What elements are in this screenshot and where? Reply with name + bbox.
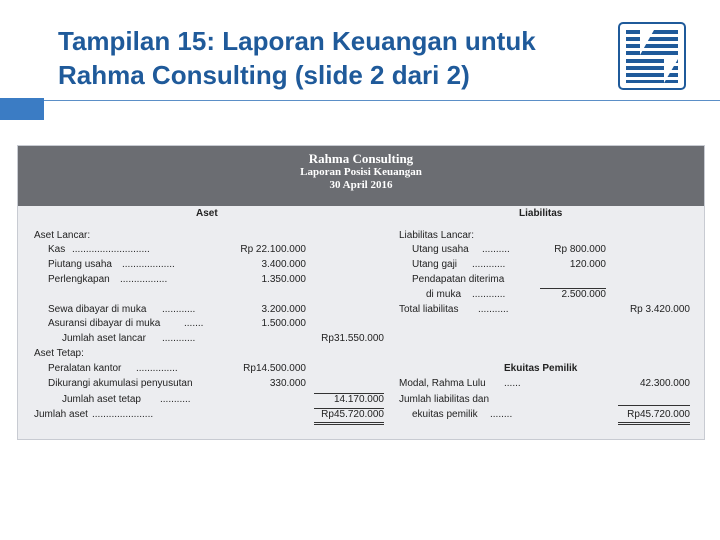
total-current-assets-dots: ............ xyxy=(162,333,196,344)
kas-label: Kas xyxy=(48,244,66,255)
akumulasi-value: 330.000 xyxy=(269,378,306,389)
total-assets-value: Rp45.720.000 xyxy=(321,409,384,420)
total-current-assets-label: Jumlah aset lancar xyxy=(62,333,146,344)
statement-header xyxy=(18,146,704,206)
total-le-label-1: Jumlah liabilitas dan xyxy=(399,394,490,405)
accent-bar xyxy=(0,98,44,120)
total-liabilities-label: Total liabilitas xyxy=(399,304,459,315)
total-assets-dots: ...................... xyxy=(92,409,154,420)
utang-usaha-label: Utang usaha xyxy=(412,244,469,255)
perlengkapan-dots: ................. xyxy=(120,274,168,285)
total-current-assets-value: Rp31.550.000 xyxy=(321,333,384,344)
asuransi-dots: ....... xyxy=(184,318,204,329)
slide-title xyxy=(58,24,618,92)
modal-label: Modal, Rahma Lulu xyxy=(399,378,486,389)
utang-usaha-value: Rp 800.000 xyxy=(554,244,606,255)
title-line-1: Tampilan 15: Laporan Keuangan untuk xyxy=(58,26,536,56)
asuransi-value: 1.500.000 xyxy=(261,318,306,329)
utang-gaji-label: Utang gaji xyxy=(412,259,458,270)
total-le-double-rule-2 xyxy=(618,424,690,425)
utang-gaji-value: 120.000 xyxy=(569,259,606,270)
statement-subtitle: Laporan Posisi Keuangan xyxy=(300,166,422,178)
total-liabilities-dots: ........... xyxy=(478,304,509,315)
utang-usaha-dots: .......... xyxy=(482,244,510,255)
kas-value: Rp 22.100.000 xyxy=(240,244,306,255)
peralatan-dots: ............... xyxy=(136,363,178,374)
balance-sheet xyxy=(17,145,705,440)
equity-header: Ekuitas Pemilik xyxy=(504,363,578,374)
pendapatan-label-2: di muka xyxy=(426,289,462,300)
utang-gaji-dots: ............ xyxy=(472,259,506,270)
sewa-dots: ............ xyxy=(162,304,196,315)
current-assets-label: Aset Lancar: xyxy=(34,230,91,241)
total-fixed-assets-label: Jumlah aset tetap xyxy=(62,394,141,405)
assets-header: Aset xyxy=(196,208,218,219)
perlengkapan-label: Perlengkapan xyxy=(48,274,110,285)
company-name: Rahma Consulting xyxy=(308,151,414,166)
title-line-2: Rahma Consulting (slide 2 dari 2) xyxy=(58,60,470,90)
total-le-rule xyxy=(618,405,690,406)
pendapatan-label-1: Pendapatan diterima xyxy=(412,274,505,285)
peralatan-label: Peralatan kantor xyxy=(48,363,122,374)
piutang-value: 3.400.000 xyxy=(261,259,306,270)
total-fixed-assets-dots: ........... xyxy=(160,394,191,405)
piutang-dots: ................... xyxy=(122,259,175,270)
fixed-assets-label: Aset Tetap: xyxy=(34,348,84,359)
total-assets-label: Jumlah aset xyxy=(34,409,88,420)
total-le-double-rule-1 xyxy=(618,422,690,423)
peralatan-value: Rp14.500.000 xyxy=(243,363,306,374)
title-divider xyxy=(0,100,720,101)
current-liabilities-label: Liabilitas Lancar: xyxy=(399,230,475,241)
kas-dots: ............................ xyxy=(72,244,150,255)
total-le-label-2: ekuitas pemilik xyxy=(412,409,478,420)
sewa-value: 3.200.000 xyxy=(261,304,306,315)
total-liabilities-value: Rp 3.420.000 xyxy=(629,304,690,315)
total-le-dots: ........ xyxy=(490,409,513,420)
modal-value: 42.300.000 xyxy=(639,378,690,389)
total-assets-double-rule-1 xyxy=(314,422,384,423)
piutang-label: Piutang usaha xyxy=(48,259,112,270)
akumulasi-label: Dikurangi akumulasi penyusutan xyxy=(48,378,193,389)
publisher-logo-icon xyxy=(618,22,686,90)
pendapatan-dots: ............ xyxy=(472,289,506,300)
perlengkapan-value: 1.350.000 xyxy=(261,274,306,285)
statement-date: 30 April 2016 xyxy=(329,179,393,191)
asuransi-label: Asuransi dibayar di muka xyxy=(48,318,161,329)
sewa-label: Sewa dibayar di muka xyxy=(48,304,147,315)
modal-dots: ...... xyxy=(504,378,521,389)
total-le-value: Rp45.720.000 xyxy=(627,409,690,420)
total-fixed-assets-value: 14.170.000 xyxy=(333,394,384,405)
pendapatan-value: 2.500.000 xyxy=(561,289,606,300)
total-assets-double-rule-2 xyxy=(314,424,384,425)
liabilities-header: Liabilitas xyxy=(519,208,563,219)
